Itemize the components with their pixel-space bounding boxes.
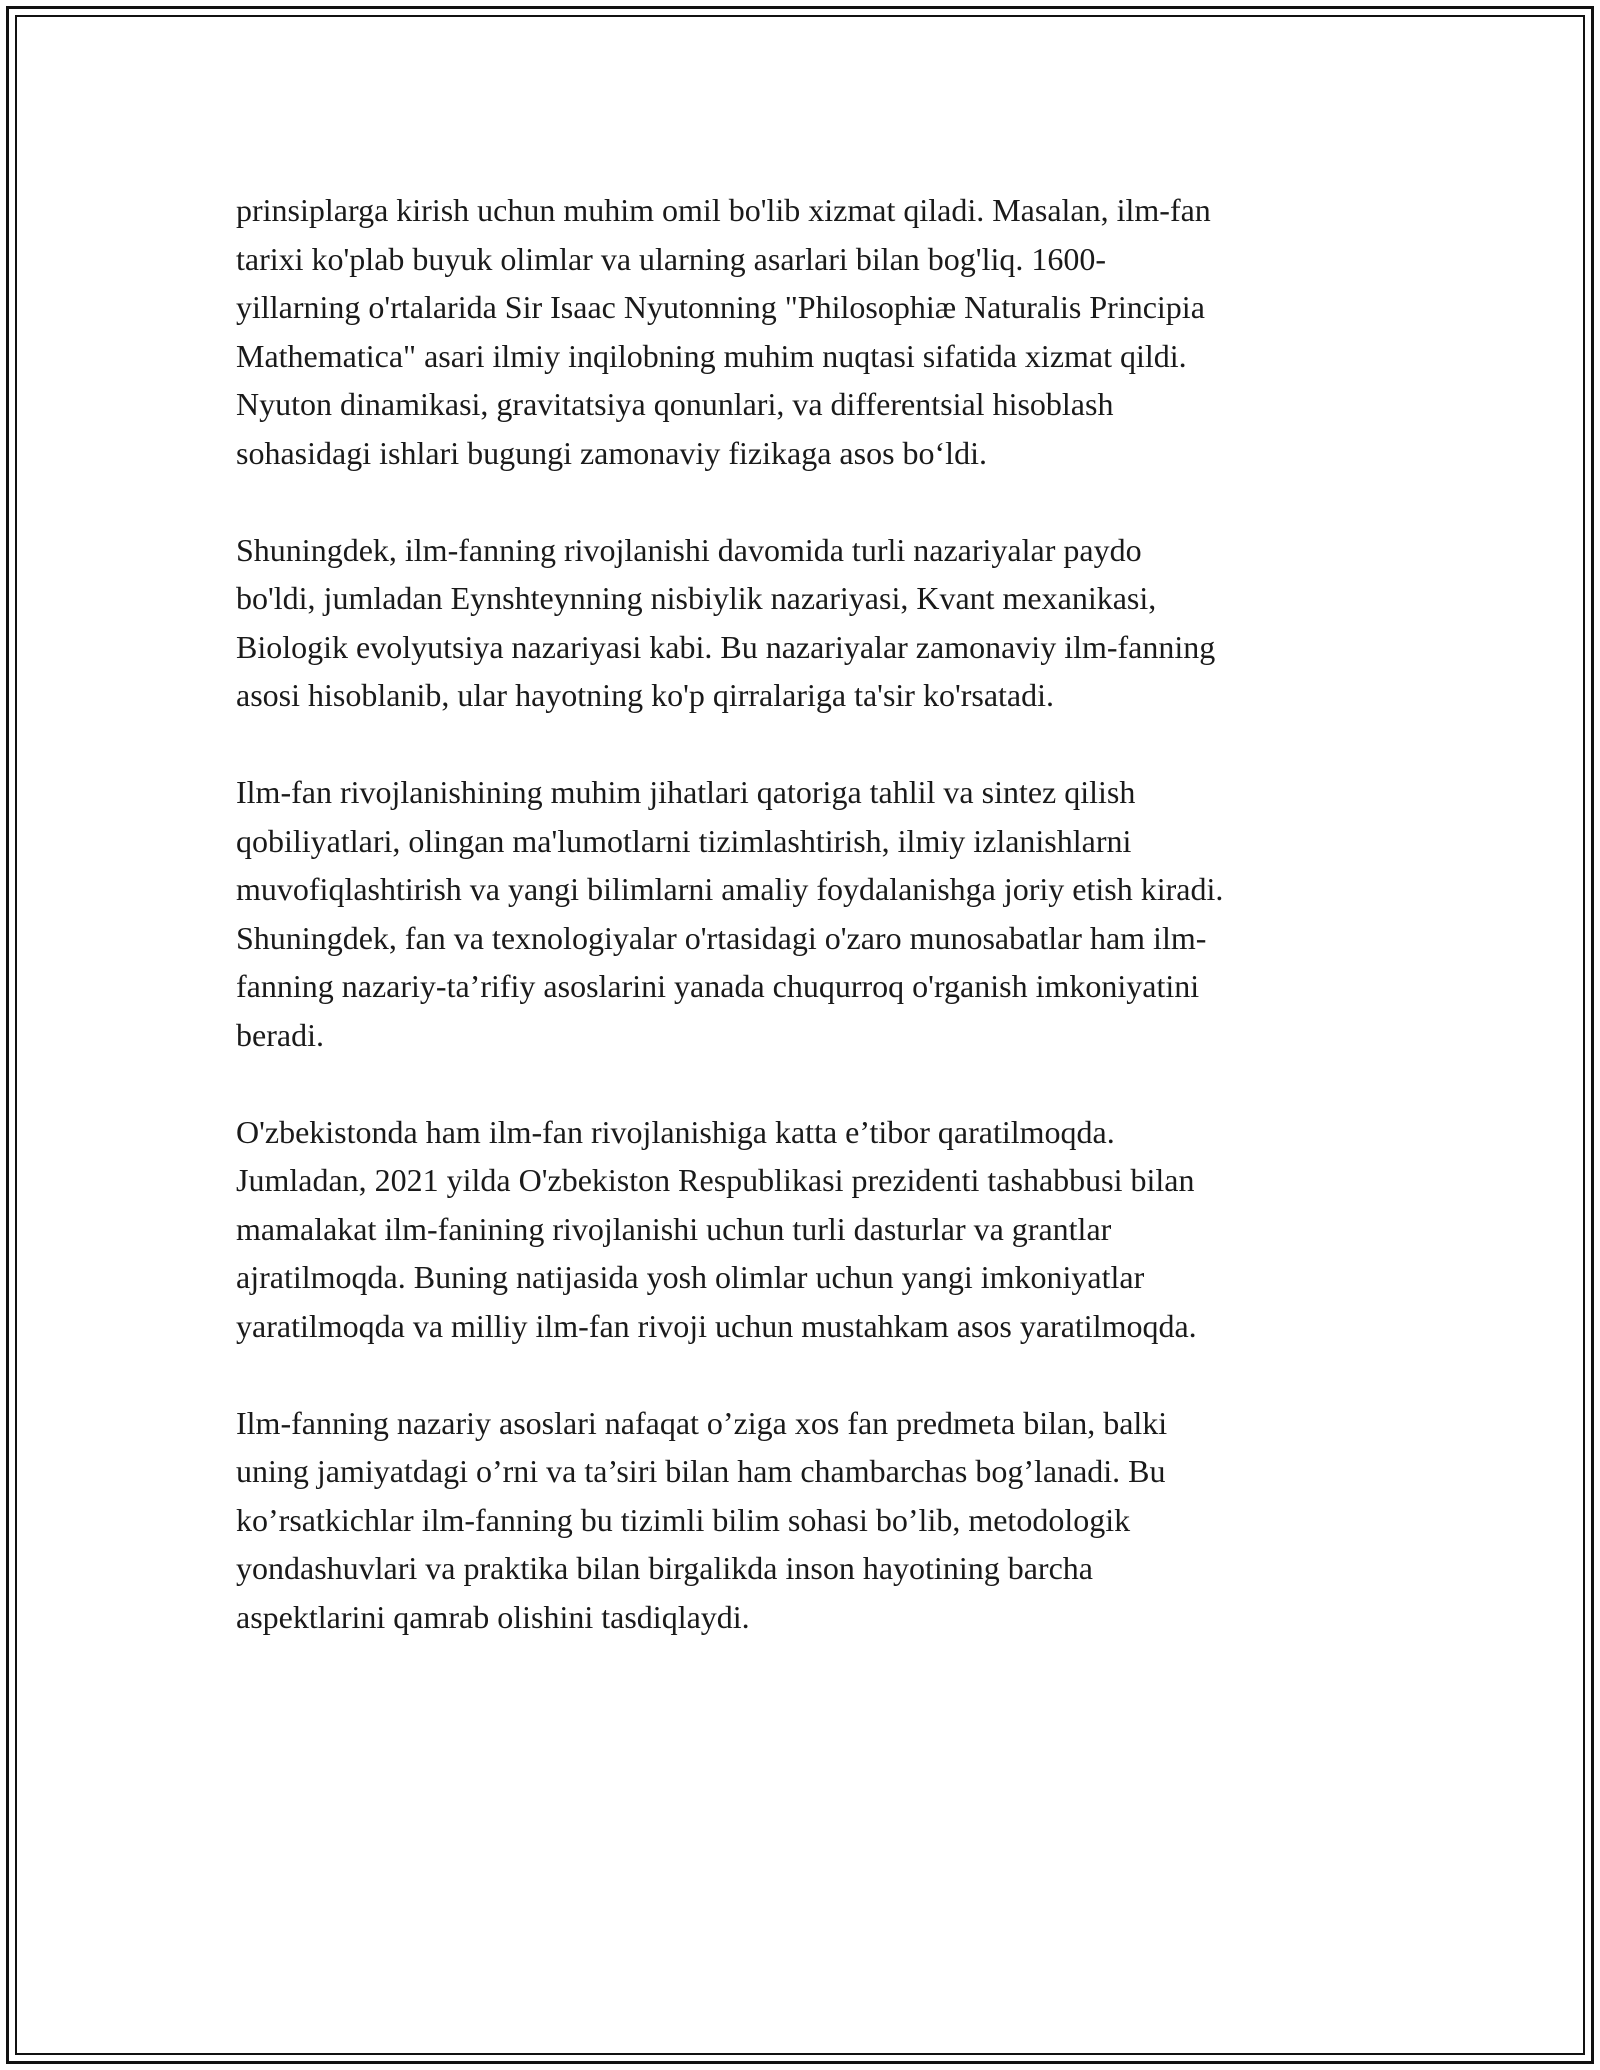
text-line: mamalakat ilm-fanining rivojlanishi uchun turli dasturlar va grantlar: [236, 1210, 1112, 1247]
text-line: yillarning o'rtalarida Sir Isaac Nyutonning "Philosophiæ Naturalis Principia: [236, 289, 1205, 325]
text-line: Ilm-fan rivojlanishining muhim jihatlari qatoriga tahlil va sintez qilish: [236, 774, 1136, 810]
paragraph-3: [236, 768, 1376, 1059]
text-line: uning jamiyatdagi o’rni va ta’siri bilan ham chambarchas bog’lanadi. Bu: [236, 1453, 1166, 1489]
text-line: Jumladan, 2021 yilda O'zbekiston Respublikasi prezidenti tashabbusi bilan: [236, 1162, 1195, 1198]
text-line: aspektlarini qamrab olishini tasdiqlaydi.: [236, 1598, 750, 1635]
document-body: [236, 186, 1376, 1690]
paragraph-4: [236, 1108, 1376, 1351]
text-line: muvofiqlashtirish va yangi bilimlarni amaliy foydalanishga joriy etish kiradi.: [236, 871, 1224, 907]
text-line: Ilm-fanning nazariy asoslari nafaqat o’ziga xos fan predmeta bilan, balki: [236, 1404, 1168, 1441]
paragraph-2: [236, 526, 1376, 720]
text-line: bo'ldi, jumladan Eynshteynning nisbiylik nazariyasi, Kvant mexanikasi,: [236, 580, 1157, 616]
text-line: yondashuvlari va praktika bilan birgalikda inson hayotining barcha: [236, 1550, 1093, 1586]
text-line: Mathematica" asari ilmiy inqilobning muhim nuqtasi sifatida xizmat qildi.: [236, 337, 1187, 374]
text-line: Biologik evolyutsiya nazariyasi kabi. Bu nazariyalar zamonaviy ilm-fanning: [236, 628, 1216, 665]
text-line: yaratilmoqda va milliy ilm-fan rivoji uchun mustahkam asos yaratilmoqda.: [236, 1307, 1197, 1344]
text-line: qobiliyatlari, olingan ma'lumotlarni tizimlashtirish, ilmiy izlanishlarni: [236, 822, 1132, 859]
text-line: Nyuton dinamikasi, gravitatsiya qonunlari, va differentsial hisoblash: [236, 386, 1114, 422]
text-line: ko’rsatkichlar ilm-fanning bu tizimli bilim sohasi bo’lib, metodologik: [236, 1501, 1131, 1538]
paragraph-1: [236, 186, 1376, 477]
text-line: asosi hisoblanib, ular hayotning ko'p qirralariga ta'sir ko'rsatadi.: [236, 677, 1054, 713]
text-line: prinsiplarga kirish uchun muhim omil bo'lib xizmat qiladi. Masalan, ilm-fan: [236, 192, 1211, 228]
text-line: Shuningdek, ilm-fanning rivojlanishi davomida turli nazariyalar paydo: [236, 531, 1142, 568]
text-line: sohasidagi ishlari bugungi zamonaviy fizikaga asos bo‘ldi.: [236, 434, 987, 471]
text-line: fanning nazariy-ta’rifiy asoslarini yanada chuqurroq o'rganish imkoniyatini: [236, 968, 1200, 1004]
text-line: O'zbekistonda ham ilm-fan rivojlanishiga katta e’tibor qaratilmoqda.: [236, 1113, 1115, 1150]
text-line: Shuningdek, fan va texnologiyalar o'rtasidagi o'zaro munosabatlar ham ilm-: [236, 919, 1207, 956]
text-line: ajratilmoqda. Buning natijasida yosh olimlar uchun yangi imkoniyatlar: [236, 1259, 1145, 1295]
text-line: tarixi ko'plab buyuk olimlar va ularning asarlari bilan bog'liq. 1600-: [236, 240, 1106, 277]
text-line: beradi.: [236, 1016, 324, 1053]
paragraph-5: [236, 1399, 1376, 1642]
